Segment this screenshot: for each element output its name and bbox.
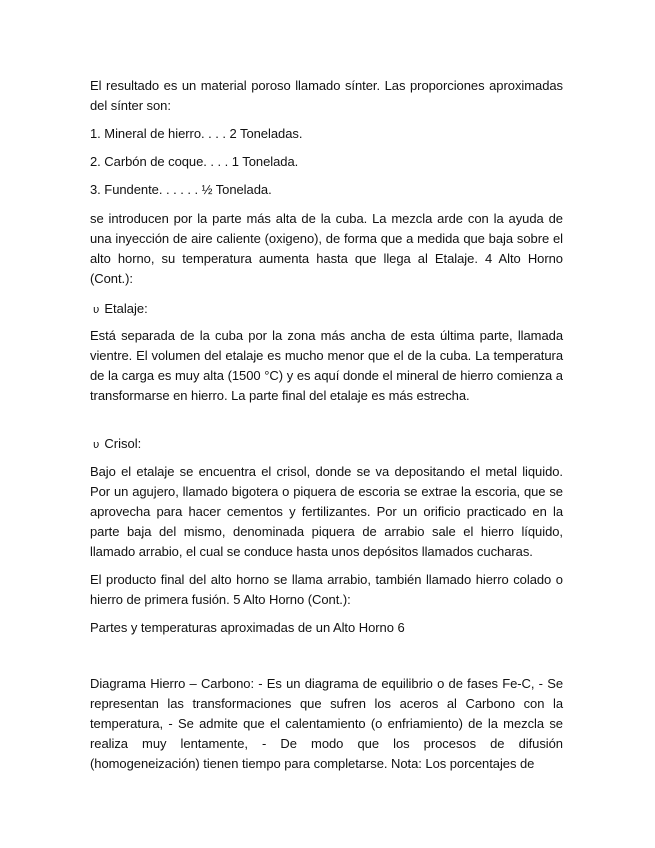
etalaje-heading: [93, 299, 148, 320]
carga-paragraph: se introducen por la parte más alta de la cuba. La mezcla arde con la ayuda de una inyección de aire caliente (oxigeno), de forma que a medida que baja sobre el alto horno, su temperatura aumenta hasta que llega al Etalaje. 4 Alto Horno (Cont.):: [90, 211, 563, 286]
etalaje-paragraph: Está separada de la cuba por la zona más ancha de esta última parte, llamada vientre. El volumen del etalaje es mucho menor que el de la cuba. La temperatura de la carga es muy alta (1500 °C) y es aquí donde el mineral de hierro comienza a transformarse en hierro. La parte final del etalaje es más estrecha.: [90, 328, 563, 403]
etalaje-heading-text: Etalaje:: [104, 301, 148, 316]
partes-paragraph: Partes y temperaturas aproximadas de un Alto Horno 6: [90, 620, 405, 635]
crisol-paragraph: Bajo el etalaje se encuentra el crisol, donde se va depositando el metal liquido. Por un agujero, llamado bigotera o piquera de escoria se extrae la escoria, que se aprovecha para hacer cementos y fertilizantes. Por un orificio practicado en la parte baja del mismo, denominada piquera de arrabio sale el hierro líquido, llamado arrabio, el cual se conduce hasta unos depósitos llamados cucharas.: [90, 464, 563, 559]
list-item: 2. Carbón de coque. . . . 1 Tonelada.: [90, 154, 299, 169]
diagrama-paragraph: Diagrama Hierro – Carbono: - Es un diagrama de equilibrio o de fases Fe-C, - Se representan las transformaciones que sufren los aceros al Carbono con la temperatura, - Se admite que el calentamiento (o enfriamiento) de la mezcla se realiza muy lentamente, - De modo que los procesos de difusión (homogeneización) tienen tiempo para completarse. Nota: Los porcentajes de: [90, 676, 563, 771]
producto-paragraph: El producto final del alto horno se llama arrabio, también llamado hierro colado o hierro de primera fusión. 5 Alto Horno (Cont.):: [90, 572, 563, 607]
crisol-heading: [93, 434, 141, 455]
list-item: 1. Mineral de hierro. . . . 2 Toneladas.: [90, 126, 303, 141]
list-item: 3. Fundente. . . . . . ½ Tonelada.: [90, 182, 272, 197]
intro-paragraph: El resultado es un material poroso llamado sínter. Las proporciones aproximadas del sínter son:: [90, 78, 563, 113]
bullet-icon: υ: [93, 438, 100, 451]
bullet-icon: υ: [93, 303, 100, 316]
crisol-heading-text: Crisol:: [104, 436, 142, 451]
